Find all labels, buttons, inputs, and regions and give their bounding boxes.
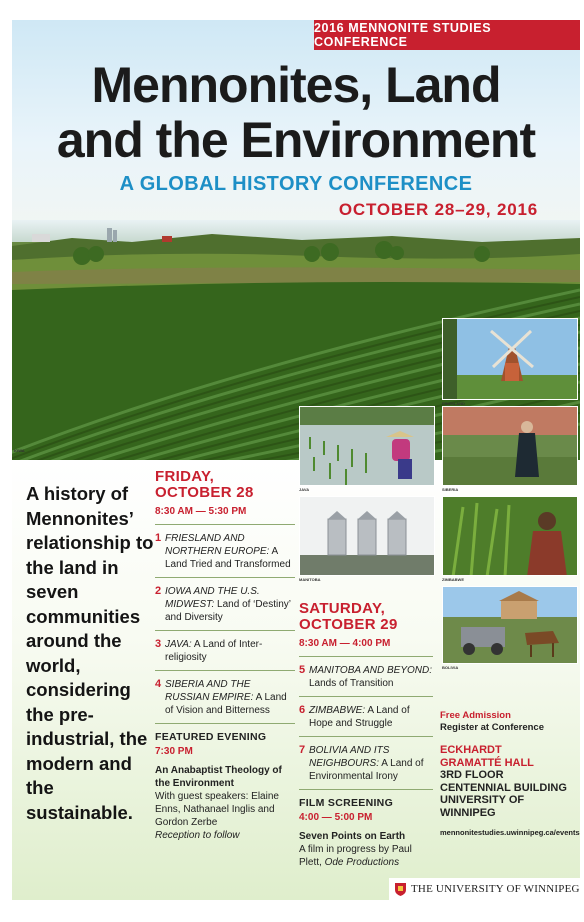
caption-java: JAVA [299, 487, 310, 492]
divider [155, 630, 295, 631]
featured-title: An Anabaptist Theology of the Environment [155, 765, 282, 789]
bolivia-horse-cart-image [443, 587, 578, 664]
caption-manitoba: MANITOBA [299, 577, 321, 582]
session-place: JAVA: [165, 639, 192, 650]
session-number: 7 [299, 744, 306, 756]
divider [155, 577, 295, 578]
divider [155, 524, 295, 525]
university-name: THE UNIVERSITY OF WINNIPEG [411, 883, 580, 895]
caption-siberia: SIBERIA [442, 487, 459, 492]
caption-bolivia: BOLIVIA [442, 665, 459, 670]
session-place: ZIMBABWE: [309, 705, 366, 716]
session-item [155, 678, 295, 717]
friday-heading-line1: FRIDAY, [155, 468, 215, 485]
title-line1: Mennonites, Land [91, 57, 501, 113]
divider [155, 723, 295, 724]
address-line2: CENTENNIAL BUILDING [440, 781, 567, 794]
grain-bins-image [300, 497, 435, 576]
photo-java [299, 406, 435, 486]
divider [299, 656, 433, 657]
rice-planting-image [300, 407, 435, 486]
session-number: 1 [155, 532, 162, 544]
photo-zimbabwe [442, 496, 578, 576]
session-desc: A Land Tried and Transformed [165, 546, 291, 570]
film-description [299, 843, 433, 869]
hall-line2: GRAMATTÉ HALL [440, 756, 534, 769]
venue-info [440, 710, 580, 839]
university-footer [389, 878, 580, 900]
photo-friesland [442, 318, 578, 400]
caption-zimbabwe: ZIMBABWE [442, 577, 464, 582]
session-desc: Lands of Transition [309, 678, 394, 689]
session-item [299, 704, 433, 730]
film-time: 4:00 — 5:00 PM [299, 812, 373, 823]
friday-time: 8:30 AM — 5:30 PM [155, 506, 247, 517]
zimbabwe-farmer-image [443, 497, 578, 576]
divider [299, 696, 433, 697]
divider [155, 670, 295, 671]
register-text: Register at Conference [440, 722, 545, 733]
conference-tag: 2016 MENNONITE STUDIES CONFERENCE [314, 20, 580, 50]
address-line3: UNIVERSITY OF [440, 794, 525, 806]
photo-manitoba [299, 496, 435, 576]
session-place: BOLIVIA AND ITS NEIGHBOURS: [309, 745, 390, 769]
session-place: MANITOBA AND BEYOND: [309, 665, 432, 676]
divider [299, 736, 433, 737]
hall-line1: ECKHARDT [440, 744, 502, 756]
session-number: 6 [299, 704, 306, 716]
admission-text: Free Admission [440, 710, 511, 721]
divider [299, 789, 433, 790]
siberia-woman-image [443, 407, 578, 486]
saturday-heading-line1: SATURDAY, [299, 600, 386, 617]
session-desc: A Land of Vision and Bitterness [165, 692, 287, 716]
university-crest-icon [395, 883, 406, 896]
saturday-time: 8:30 AM — 4:00 PM [299, 638, 391, 649]
session-item [155, 532, 295, 571]
address-line1: 3RD FLOOR [440, 769, 504, 781]
photo-siberia [442, 406, 578, 486]
conference-dates: OCTOBER 28–29, 2016 [338, 200, 538, 219]
session-number: 3 [155, 638, 162, 650]
film-heading: FILM SCREENING [299, 797, 394, 809]
caption-iowa: IOWA [14, 448, 25, 453]
film-title: Seven Points on Earth [299, 831, 406, 842]
session-desc: A Land of Hope and Struggle [309, 705, 410, 729]
film-company: Ode Productions [324, 857, 400, 868]
conference-poster [12, 20, 580, 900]
session-place: IOWA AND THE U.S. MIDWEST: [165, 586, 260, 610]
session-place: FRIESLAND AND NORTHERN EUROPE: [165, 533, 270, 557]
session-item [299, 664, 433, 690]
title-line2: and the Environment [56, 112, 536, 168]
featured-speakers: With guest speakers: Elaine Enns, Nathanael Inglis and Gordon Zerbe [155, 791, 279, 828]
subtitle: A GLOBAL HISTORY CONFERENCE [119, 173, 473, 195]
windmill-image [443, 319, 578, 400]
session-item [155, 585, 295, 624]
film-desc: A film in progress by Paul Plett, [299, 844, 412, 868]
caption-friesland: FRIESLAND [442, 401, 465, 406]
website-link[interactable]: mennonitestudies.uwinnipeg.ca/events [440, 828, 580, 837]
session-number: 4 [155, 678, 162, 690]
saturday-column [299, 601, 433, 869]
address-line4: WINNIPEG [440, 806, 496, 819]
session-desc: Land of ‘Destiny’ and Diversity [165, 599, 291, 623]
saturday-heading-line2: OCTOBER 29 [299, 616, 398, 633]
friday-heading-line2: OCTOBER 28 [155, 484, 254, 501]
friday-column [155, 469, 295, 842]
session-number: 2 [155, 585, 162, 597]
photo-bolivia [442, 586, 578, 664]
session-desc: A Land of Inter-religiosity [165, 639, 263, 663]
featured-time: 7:30 PM [155, 746, 193, 757]
session-number: 5 [299, 664, 306, 676]
session-item [155, 638, 295, 664]
session-desc: A Land of Environmental Irony [309, 758, 424, 782]
intro-text: A history of Mennonites’ relationship to the land in seven communities around the world, considering the pre-industrial, the modern and the sustainable. [26, 483, 154, 823]
session-item [299, 744, 433, 783]
session-place: SIBERIA AND THE RUSSIAN EMPIRE: [165, 679, 254, 703]
featured-note: Reception to follow [155, 830, 240, 841]
featured-heading: FEATURED EVENING [155, 731, 267, 743]
